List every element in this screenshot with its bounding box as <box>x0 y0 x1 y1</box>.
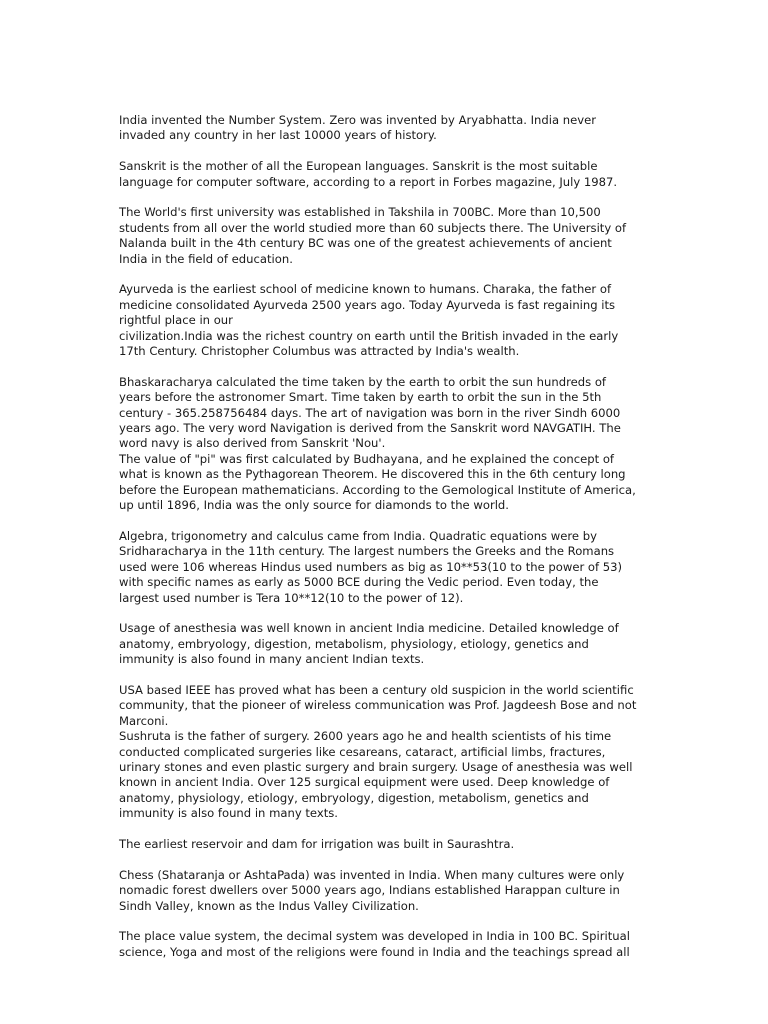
text-line: Sanskrit is the mother of all the European languages. Sanskrit is the most suitable <box>119 159 598 174</box>
text-line: The earliest reservoir and dam for irrigation was built in Saurashtra. <box>119 836 515 851</box>
text-line: 17th Century. Christopher Columbus was attracted by India's wealth. <box>119 344 520 359</box>
paragraph <box>119 113 654 144</box>
text-line: years before the astronomer Smart. Time taken by earth to orbit the sun in the 5th <box>119 390 602 405</box>
text-line: community, that the pioneer of wireless communication was Prof. Jagdeesh Bose and not <box>119 698 637 713</box>
text-line: USA based IEEE has proved what has been a century old suspicion in the world scientific <box>119 682 634 697</box>
paragraph <box>119 205 654 267</box>
text-line: India invented the Number System. Zero was invented by Aryabhatta. India never <box>119 113 596 127</box>
document-body <box>119 113 654 976</box>
text-line: The value of "pi" was first calculated by Budhayana, and he explained the concept of <box>119 451 615 466</box>
text-line: known in ancient India. Over 125 surgical equipment were used. Deep knowledge of <box>119 775 610 790</box>
text-line: used were 106 whereas Hindus used numbers as big as 10**53(10 to the power of 53) <box>119 559 623 574</box>
text-line: Bhaskaracharya calculated the time taken by the earth to orbit the sun hundreds of <box>119 374 606 389</box>
text-line: with specific names as early as 5000 BCE during the Vedic period. Even today, the <box>119 575 599 590</box>
text-line: language for computer software, according to a report in Forbes magazine, July 1987. <box>119 174 618 189</box>
text-line: Sindh Valley, known as the Indus Valley Civilization. <box>119 898 419 913</box>
text-line: conducted complicated surgeries like cesareans, cataract, artificial limbs, fractures, <box>119 744 606 759</box>
text-line: The place value system, the decimal system was developed in India in 100 BC. Spiritual <box>119 929 630 944</box>
text-line: rightful place in our <box>119 313 233 328</box>
text-line: students from all over the world studied more than 60 subjects there. The University of <box>119 220 627 235</box>
text-line: immunity is also found in many ancient Indian texts. <box>119 652 425 667</box>
paragraph <box>119 929 654 960</box>
paragraph <box>119 868 654 914</box>
text-line: nomadic forest dwellers over 5000 years ago, Indians established Harappan culture in <box>119 883 620 898</box>
paragraph <box>119 159 654 190</box>
text-line: anatomy, physiology, etiology, embryology, digestion, metabolism, genetics and <box>119 790 589 805</box>
text-line: Marconi. <box>119 713 169 728</box>
text-line: what is known as the Pythagorean Theorem. He discovered this in the 6th century long <box>119 467 626 482</box>
text-line: civilization.India was the richest country on earth until the British invaded in the early <box>119 328 619 343</box>
text-line: Chess (Shataranja or AshtaPada) was invented in India. When many cultures were only <box>119 867 625 882</box>
text-line: Ayurveda is the earliest school of medicine known to humans. Charaka, the father of <box>119 282 612 297</box>
text-line: India in the field of education. <box>119 251 293 266</box>
paragraph <box>119 282 654 359</box>
text-line: Sushruta is the father of surgery. 2600 years ago he and health scientists of his time <box>119 729 612 744</box>
text-line: Usage of anesthesia was well known in ancient India medicine. Detailed knowledge of <box>119 621 619 636</box>
text-line: invaded any country in her last 10000 years of history. <box>119 128 437 143</box>
text-line: immunity is also found in many texts. <box>119 806 338 821</box>
text-line: urinary stones and even plastic surgery and brain surgery. Usage of anesthesia was well <box>119 759 633 774</box>
text-line: anatomy, embryology, digestion, metabolism, physiology, etiology, genetics and <box>119 636 589 651</box>
text-line: Nalanda built in the 4th century BC was one of the greatest achievements of ancient <box>119 236 612 251</box>
text-line: science, Yoga and most of the religions were found in India and the teachings spread all <box>119 944 630 959</box>
text-line: Algebra, trigonometry and calculus came from India. Quadratic equations were by <box>119 528 597 543</box>
paragraph <box>119 529 654 606</box>
paragraph <box>119 375 654 514</box>
text-line: Sridharacharya in the 11th century. The largest numbers the Greeks and the Romans <box>119 544 615 559</box>
text-line: word navy is also derived from Sanskrit 'Nou'. <box>119 436 386 451</box>
paragraph <box>119 621 654 667</box>
text-line: largest used number is Tera 10**12(10 to the power of 12). <box>119 590 464 605</box>
text-line: century - 365.258756484 days. The art of navigation was born in the river Sindh 6000 <box>119 405 621 420</box>
text-line: before the European mathematicians. According to the Gemological Institute of America, <box>119 482 636 497</box>
text-line: up until 1896, India was the only source for diamonds to the world. <box>119 498 509 513</box>
text-line: medicine consolidated Ayurveda 2500 years ago. Today Ayurveda is fast regaining its <box>119 297 616 312</box>
paragraph <box>119 683 654 822</box>
text-line: years ago. The very word Navigation is derived from the Sanskrit word NAVGATIH. The <box>119 421 621 436</box>
text-line: The World's first university was established in Takshila in 700BC. More than 10,500 <box>119 205 601 220</box>
paragraph <box>119 837 654 852</box>
